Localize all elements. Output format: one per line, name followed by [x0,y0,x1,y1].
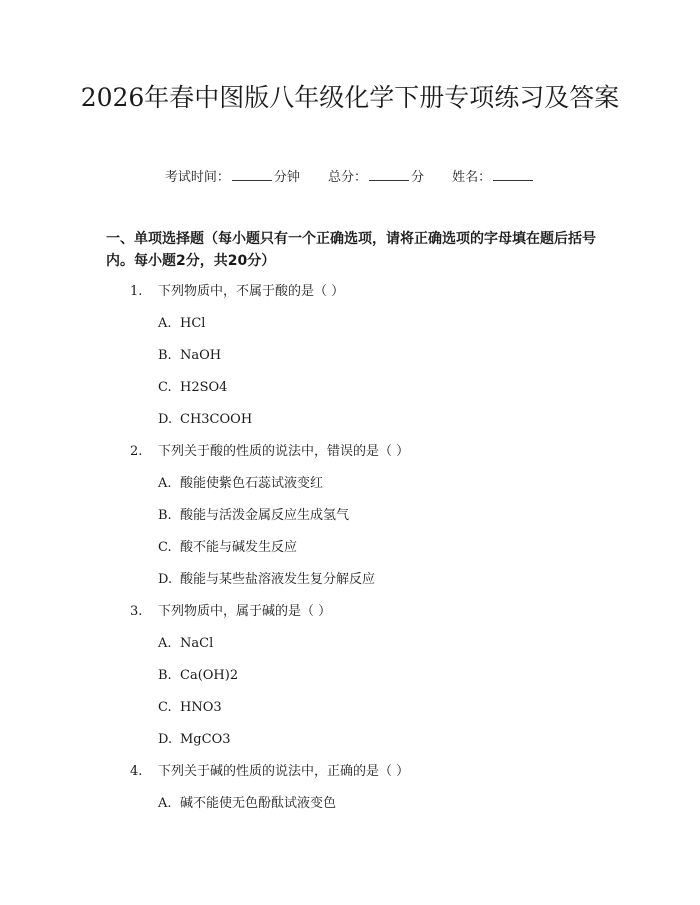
question-3 [130,603,610,635]
option-3a[interactable] [130,635,610,667]
option-text: 酸能与某些盐溶液发生复分解反应 [180,572,376,587]
exam-info-row [0,168,700,187]
option-text: 酸不能与碱发生反应 [180,540,298,555]
option-text: NaOH [180,348,222,363]
option-1d[interactable] [130,411,610,443]
question-text: 下列关于碱的性质的说法中，正确的是（ ） [158,764,410,779]
exam-time-unit: 分钟 [273,170,300,185]
option-letter: B. [158,508,172,523]
option-text: NaCl [180,636,214,651]
option-letter: B. [158,348,172,363]
option-4a[interactable] [130,795,610,827]
option-letter: C. [158,700,172,715]
student-name-label: 姓名： [452,170,492,185]
question-2 [130,443,610,475]
option-letter: A. [158,476,172,491]
option-3c[interactable] [130,699,610,731]
option-letter: D. [158,732,173,747]
question-number: 2. [130,444,143,459]
option-2d[interactable] [130,571,610,603]
option-text: 酸能使紫色石蕊试液变红 [180,476,324,491]
option-text: HNO3 [180,700,222,715]
question-number: 4. [130,764,143,779]
option-2b[interactable] [130,507,610,539]
option-2c[interactable] [130,539,610,571]
option-text: 碱不能使无色酚酞试液变色 [180,796,337,811]
option-letter: A. [158,316,172,331]
option-3d[interactable] [130,731,610,763]
total-score-blank[interactable] [369,168,409,181]
option-text: HCl [180,316,206,331]
option-letter: A. [158,636,172,651]
section-heading: 一、单项选择题（每小题只有一个正确选项，请将正确选项的字母填在题后括号内。每小题2分，共20分） [106,231,596,269]
total-score-label: 总分： [327,170,367,185]
option-text: 酸能与活泼金属反应生成氢气 [180,508,350,523]
option-text: MgCO3 [180,732,231,747]
question-text: 下列物质中，属于碱的是（ ） [158,604,332,619]
option-2a[interactable] [130,475,610,507]
question-1 [130,283,610,315]
question-4 [130,763,610,795]
option-3b[interactable] [130,667,610,699]
option-letter: B. [158,668,172,683]
total-score-unit: 分 [411,170,425,185]
option-1a[interactable] [130,315,610,347]
question-number: 3. [130,604,143,619]
question-number: 1. [130,284,143,299]
option-text: Ca(OH)2 [180,668,239,683]
option-1b[interactable] [130,347,610,379]
student-name-field [452,168,535,187]
option-letter: D. [158,572,173,587]
exam-time-blank[interactable] [232,168,272,181]
option-letter: A. [158,796,172,811]
page-title: 2026年春中图版八年级化学下册专项练习及答案 [80,83,620,112]
total-score-field [328,168,424,187]
option-text: CH3COOH [180,412,253,427]
question-text: 下列物质中，不属于酸的是（ ） [158,284,345,299]
option-text: H2SO4 [180,380,228,395]
student-name-blank[interactable] [493,168,533,181]
exam-time-field [165,168,300,187]
question-text: 下列关于酸的性质的说法中，错误的是（ ） [158,444,410,459]
exam-time-label: 考试时间： [164,170,230,185]
option-letter: C. [158,540,172,555]
option-1c[interactable] [130,379,610,411]
question-list [130,283,610,827]
option-letter: C. [158,380,172,395]
option-letter: D. [158,412,173,427]
